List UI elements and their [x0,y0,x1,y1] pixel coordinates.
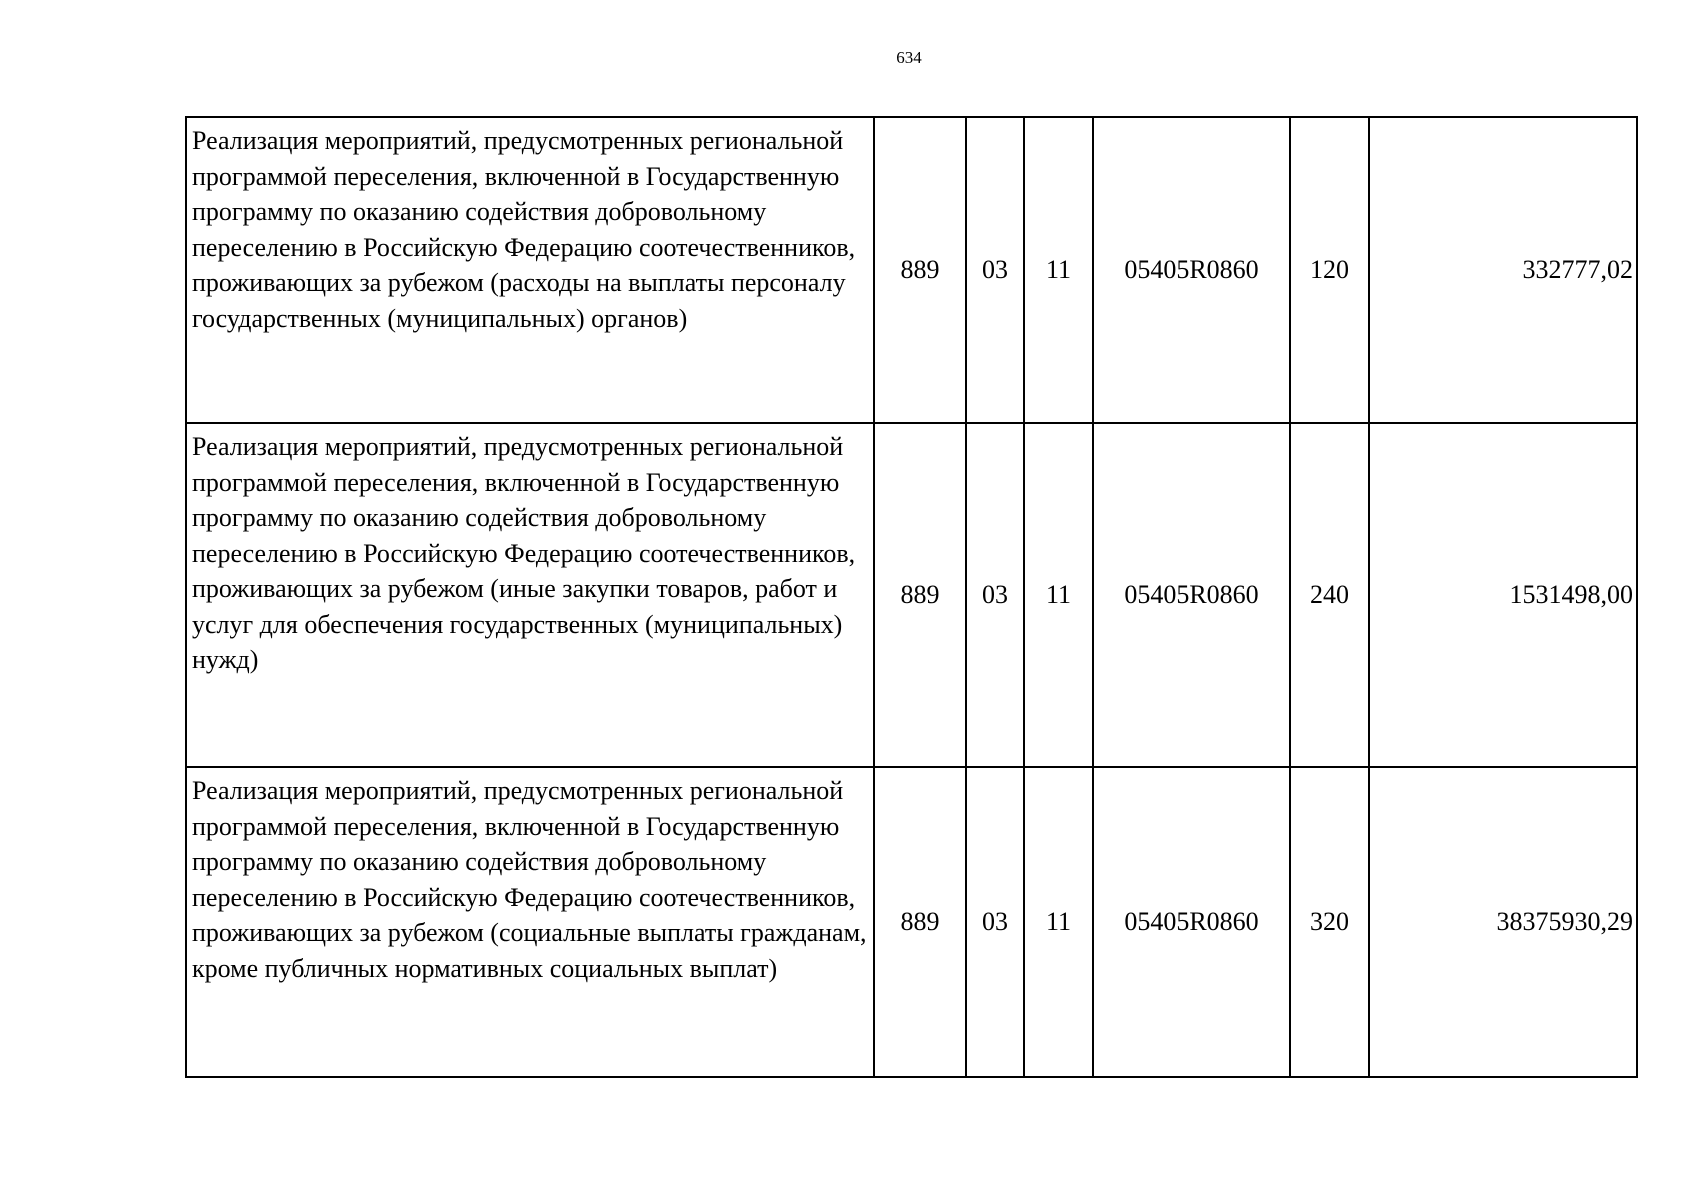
ministry-code-cell: 889 [874,117,966,423]
description-cell [186,117,874,423]
section-code-cell: 03 [966,117,1024,423]
table-row [186,423,1637,767]
expense-type-cell: 120 [1290,117,1369,423]
description-text: Реализация мероприятий, предусмотренных региональной программой переселения, включенной в Государственную программу по оказанию содействия добровольному переселению в Российскую Федерацию соотечественников, проживающих за рубежом (иные закупки товаров, работ и услуг для обеспечения государственных (муниципальных) нужд) [192,432,856,674]
amount-cell: 332777,02 [1369,117,1637,423]
ministry-code-cell: 889 [874,767,966,1077]
section-code-cell: 03 [966,767,1024,1077]
description-text: Реализация мероприятий, предусмотренных региональной программой переселения, включенной в Государственную программу по оказанию содействия добровольному переселению в Российскую Федерацию соотечественников, проживающих за рубежом (социальные выплаты гражданам, кроме публичных нормативных социальных выплат) [192,776,867,983]
description-text: Реализация мероприятий, предусмотренных региональной программой переселения, включенной в Государственную программу по оказанию содействия добровольному переселению в Российскую Федерацию соотечественников, проживающих за рубежом (расходы на выплаты персоналу государственных (муниципальных) органов) [192,126,856,333]
page-number: 634 [896,48,922,67]
subsection-code-cell: 11 [1024,423,1093,767]
budget-table [185,116,1638,1078]
description-cell [186,767,874,1077]
expense-type-cell: 320 [1290,767,1369,1077]
subsection-code-cell: 11 [1024,767,1093,1077]
amount-cell: 1531498,00 [1369,423,1637,767]
subsection-code-cell: 11 [1024,117,1093,423]
table-row [186,117,1637,423]
table-row [186,767,1637,1077]
target-article-cell: 05405R0860 [1093,423,1290,767]
description-cell [186,423,874,767]
target-article-cell: 05405R0860 [1093,117,1290,423]
ministry-code-cell: 889 [874,423,966,767]
expense-type-cell: 240 [1290,423,1369,767]
target-article-cell: 05405R0860 [1093,767,1290,1077]
amount-cell: 38375930,29 [1369,767,1637,1077]
section-code-cell: 03 [966,423,1024,767]
